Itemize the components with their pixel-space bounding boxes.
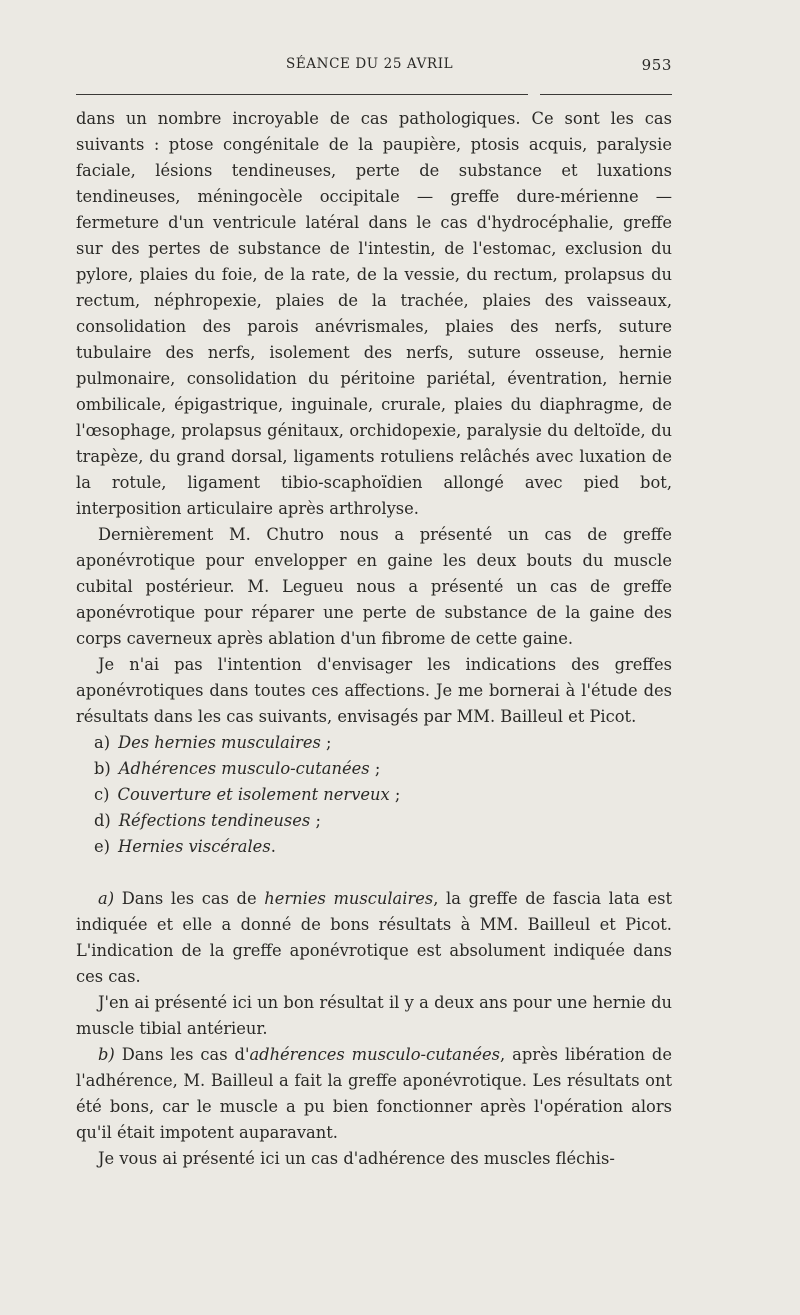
paragraph-6-emphasis: adhérences musculo-cutanées <box>249 1045 501 1064</box>
list-item-text: Hernies viscérales <box>118 837 271 856</box>
page-number: 953 <box>641 56 672 74</box>
paragraph-6-label: b) <box>98 1045 115 1064</box>
list-item-punct: ; <box>369 759 381 778</box>
header-rule-left <box>76 94 528 95</box>
running-title: SÉANCE DU 25 AVRIL <box>286 56 454 72</box>
paragraph-4-pre: Dans les cas de <box>114 889 265 908</box>
case-list <box>76 730 672 860</box>
page-header <box>76 56 672 80</box>
paragraph-3: Je n'ai pas l'intention d'envisager les indications des greffes aponévrotiques dans toutes ces affections. Je me bornerai à l'étude des résultats dans les cas suivants, envisagés par MM. Bailleul et Picot. <box>76 655 672 726</box>
list-item <box>76 834 672 860</box>
list-item-text: Adhérences musculo-cutanées <box>118 759 370 778</box>
paragraph-4 <box>76 886 672 990</box>
paragraph-1: dans un nombre incroyable de cas pathologiques. Ce sont les cas suivants : ptose congénitale de la paupière, ptosis acquis, paralysie faciale, lésions tendineuses, perte de substance et luxations tendineuses, méningocèle occipitale — greffe dure-mérienne — fermeture d'un ventricule latéral dans le cas d'hydrocéphalie, greffe sur des pertes de substance de l'intestin, de l'estomac, exclusion du pylore, plaies du foie, de la rate, de la vessie, du rectum, prolapsus du rectum, néphropexie, plaies de la trachée, plaies des vaisseaux, consolidation des parois anévrismales, plaies des nerfs, suture tubulaire des nerfs, isolement des nerfs, suture osseuse, hernie pulmonaire, consolidation du péritoine pariétal, éventration, hernie ombilicale, épigastrique, inguinale, crurale, plaies du diaphragme, de l'œsophage, prolapsus génitaux, orchidopexie, paralysie du deltoïde, du trapèze, du grand dorsal, ligaments rotuliens relâchés avec luxation de la rotule, ligament tibio-scaphoïdien allongé avec pied bot, interposition articulaire après arthrolyse. <box>76 109 672 518</box>
paragraph-4-emphasis: hernies musculaires <box>264 889 434 908</box>
paragraph-4-post: , la greffe de fascia lata est indiquée et elle a donné de bons résultats à MM. Bailleul et Picot. L'indication de la greffe aponévrotique est absolument indiquée dans ces cas. <box>76 889 672 986</box>
paragraph-6-post: , après libération de l'adhérence, M. Bailleul a fait la greffe aponévrotique. Les résultats ont été bons, car le muscle a pu bien fonctionner après l'opération alors qu'il était impotent auparavant. <box>76 1045 672 1142</box>
list-item-text: Réfections tendineuses <box>118 811 311 830</box>
list-item <box>76 730 672 756</box>
list-item-punct: ; <box>320 733 332 752</box>
body-text <box>76 106 672 1172</box>
paragraph-2: Dernièrement M. Chutro nous a présenté un cas de greffe aponévrotique pour envelopper en gaine les deux bouts du muscle cubital postérieur. M. Legueu nous a présenté un cas de greffe aponévrotique pour réparer une perte de substance de la gaine des corps caverneux après ablation d'un fibrome de cette gaine. <box>76 525 672 648</box>
list-item-label: a) <box>94 733 111 752</box>
list-item <box>76 808 672 834</box>
list-item-punct: ; <box>389 785 401 804</box>
list-item <box>76 756 672 782</box>
paragraph-4-label: a) <box>98 889 115 908</box>
paragraph-7: Je vous ai présenté ici un cas d'adhérence des muscles fléchis- <box>98 1149 615 1168</box>
list-item <box>76 782 672 808</box>
list-item-punct: . <box>270 837 276 856</box>
list-item-label: d) <box>94 811 111 830</box>
list-item-text: Couverture et isolement nerveux <box>117 785 390 804</box>
list-item-punct: ; <box>310 811 321 830</box>
list-item-label: b) <box>94 759 111 778</box>
paragraph-6 <box>76 1042 672 1146</box>
header-rule-right <box>540 94 672 95</box>
paragraph-5: J'en ai présenté ici un bon résultat il y a deux ans pour une hernie du muscle tibial antérieur. <box>76 993 672 1038</box>
list-item-label: e) <box>94 837 110 856</box>
paragraph-6-pre: Dans les cas d' <box>114 1045 250 1064</box>
list-item-label: c) <box>94 785 110 804</box>
list-item-text: Des hernies musculaires <box>118 733 321 752</box>
section-gap <box>76 860 672 886</box>
